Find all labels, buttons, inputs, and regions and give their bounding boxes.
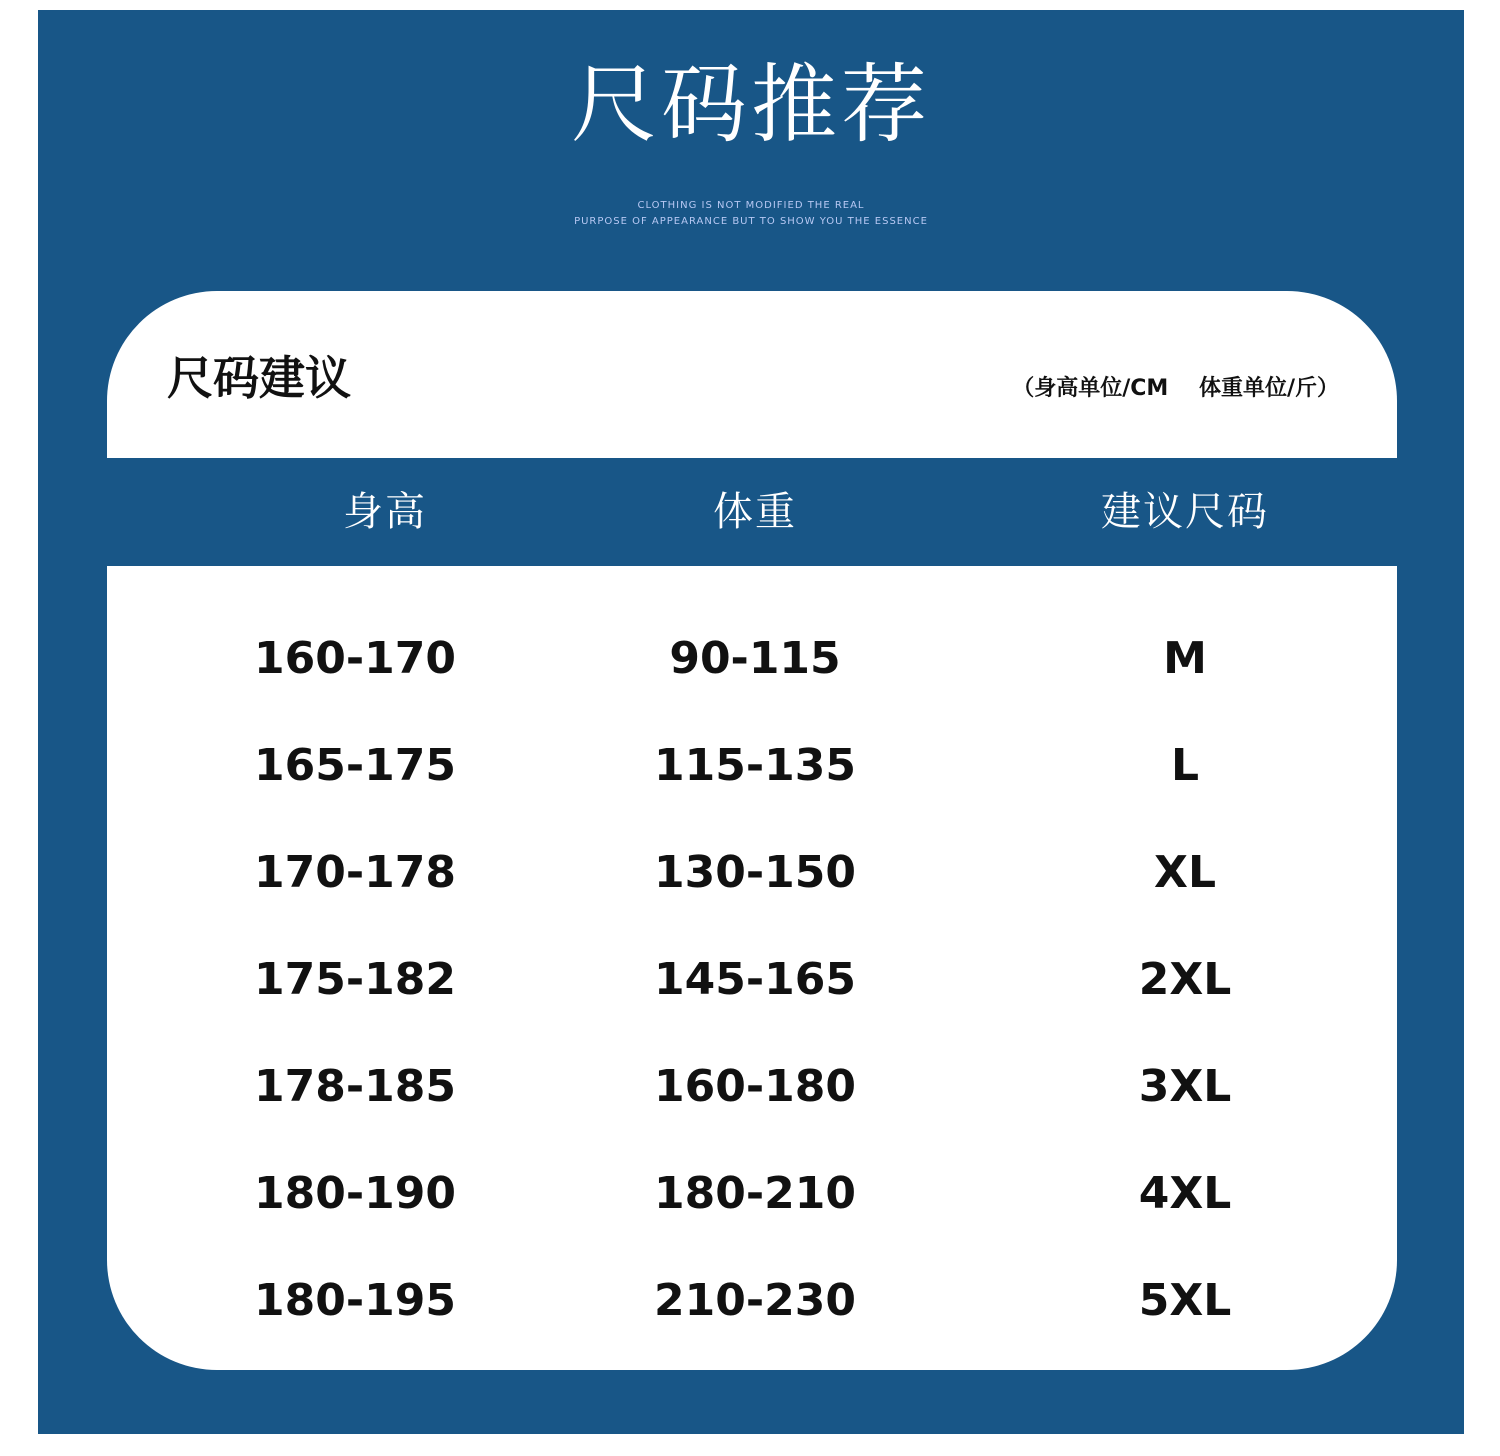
- table-row: [107, 1141, 1397, 1247]
- weight-cell: 210-230: [654, 1275, 856, 1326]
- size-cell: 4XL: [1138, 1168, 1232, 1219]
- table-row: [107, 820, 1397, 926]
- table-header-row: [107, 458, 1397, 566]
- tagline-line-2: PURPOSE OF APPEARANCE BUT TO SHOW YOU THE ESSENCE: [574, 216, 928, 227]
- size-cell: XL: [1154, 847, 1216, 898]
- column-header-height: 身高: [343, 489, 427, 535]
- size-cell: 3XL: [1138, 1061, 1232, 1112]
- height-cell: 165-175: [254, 740, 456, 791]
- table-row: [107, 1248, 1397, 1354]
- size-table-body: [107, 566, 1397, 1370]
- height-cell: 180-195: [254, 1275, 456, 1326]
- table-row: [107, 713, 1397, 819]
- size-cell: L: [1170, 740, 1200, 791]
- page-title: 尺码推荐: [571, 55, 931, 155]
- column-header-weight: 体重: [713, 489, 797, 535]
- unit-note: （身高单位/CM 体重单位/斤）: [1012, 376, 1339, 401]
- height-cell: 175-182: [254, 954, 456, 1005]
- height-cell: 180-190: [254, 1168, 456, 1219]
- size-chart-panel: [38, 10, 1464, 1434]
- weight-cell: 115-135: [654, 740, 856, 791]
- height-cell: 170-178: [254, 847, 456, 898]
- column-header-size: 建议尺码: [1101, 489, 1269, 535]
- size-cell: 5XL: [1138, 1275, 1232, 1326]
- weight-cell: 145-165: [654, 954, 856, 1005]
- size-cell: M: [1163, 633, 1207, 684]
- table-row: [107, 1034, 1397, 1140]
- weight-cell: 160-180: [654, 1061, 856, 1112]
- weight-cell: 130-150: [654, 847, 856, 898]
- card-title: 尺码建议: [167, 351, 351, 405]
- size-card-header: [107, 291, 1397, 458]
- table-row: [107, 927, 1397, 1033]
- height-cell: 178-185: [254, 1061, 456, 1112]
- size-cell: 2XL: [1138, 954, 1232, 1005]
- weight-cell: 180-210: [654, 1168, 856, 1219]
- height-cell: 160-170: [254, 633, 456, 684]
- tagline-line-1: CLOTHING IS NOT MODIFIED THE REAL: [637, 200, 865, 211]
- table-row: [107, 606, 1397, 712]
- weight-cell: 90-115: [669, 633, 841, 684]
